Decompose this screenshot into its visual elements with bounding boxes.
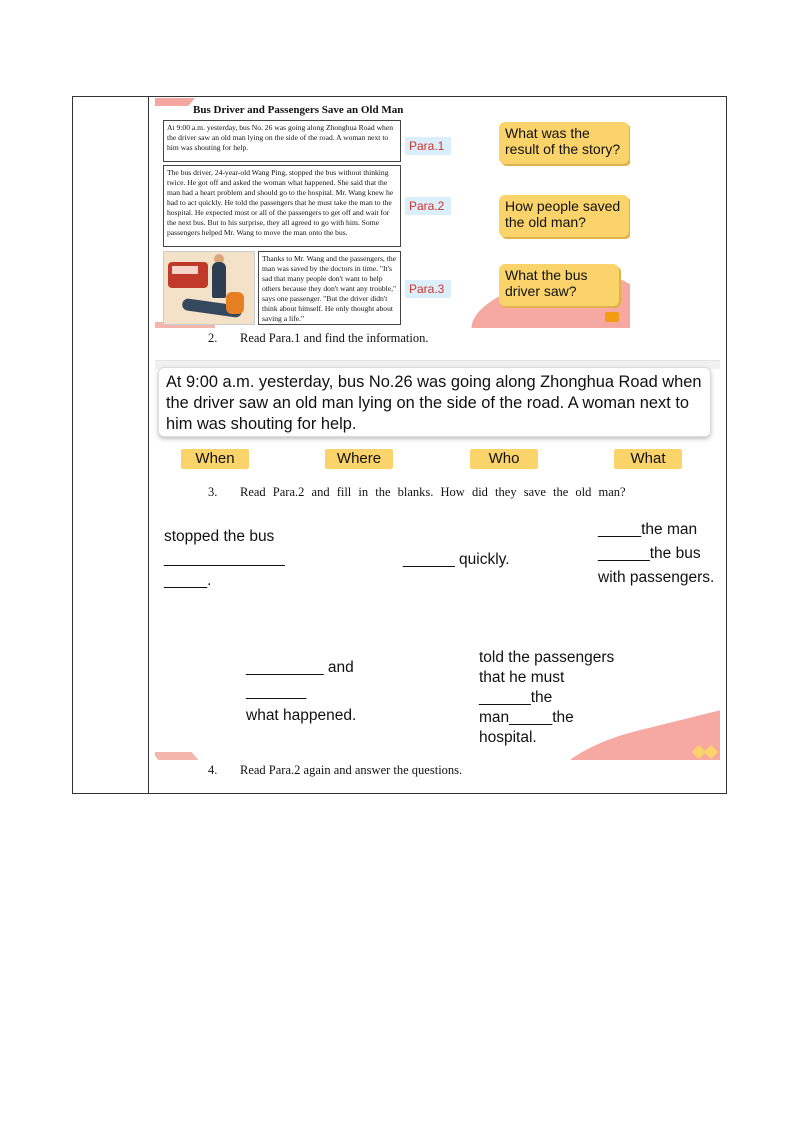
slide-decoration	[155, 752, 198, 760]
paragraph-1-box: At 9:00 a.m. yesterday, bus No. 26 was going along Zhonghua Road when the driver saw an old man lying on the side of the road. A woman next to him was shouting for help.	[163, 120, 401, 162]
blank-group-bus-passengers: _____the man ______the bus with passengers.	[598, 521, 715, 586]
slide-decoration	[155, 98, 195, 106]
blank-group-stopped-bus: stopped the bus ______________ _____.	[164, 528, 285, 589]
where-tag: Where	[325, 449, 393, 469]
para-1-tag: Para.1	[405, 137, 451, 155]
story-title: Bus Driver and Passengers Save an Old Man	[193, 104, 404, 116]
paragraph-3-box: Thanks to Mr. Wang and the passengers, the man was saved by the doctors in time. "It's sad that many people don't want to help others because they don't want any trouble," says one passenger. "But the driver didn't think about himself. He only thought about saving a life."	[258, 251, 401, 325]
slide-logo-mark	[605, 312, 619, 322]
para1-text-box: At 9:00 a.m. yesterday, bus No.26 was going along Zhonghua Road when the driver saw an old man lying on the side of the road. A woman next to him was shouting for help.	[158, 367, 711, 437]
question-bubble-saw: What the bus driver saw?	[499, 264, 619, 306]
step-3-instruction: 3. Read Para.2 and fill in the blanks. How did they save the old man?	[208, 485, 626, 499]
question-bubble-saved: How people saved the old man?	[499, 195, 629, 237]
table-column-divider	[148, 96, 149, 794]
when-tag: When	[181, 449, 249, 469]
bus-accident-illustration	[163, 251, 255, 325]
para-3-tag: Para.3	[405, 280, 451, 298]
paragraph-2-box: The bus driver, 24-year-old Wang Ping, stopped the bus without thinking twice. He got off and asked the woman what happened. She said that the man had a heart problem and should go to the hospital. Mr. Wang knew he had to act quickly. He told the passengers that he must take the man to the hospital. He expected most or all of the passengers to get off and wait for the next bus. But to his surprise, they all agreed to go with him. Some passengers helped Mr. Wang to move the man onto the bus.	[163, 165, 401, 247]
blank-group-hospital: told the passengers that he must ______the man_____the hospital.	[479, 649, 615, 746]
fill-blanks-slide	[155, 508, 720, 760]
para-2-tag: Para.2	[405, 197, 451, 215]
para1-info-slide	[155, 360, 720, 478]
story-slide	[155, 98, 630, 328]
who-tag: Who	[470, 449, 538, 469]
question-bubble-result: What was the result of the story?	[499, 122, 629, 164]
what-tag: What	[614, 449, 682, 469]
step-4-instruction: 4. Read Para.2 again and answer the questions.	[208, 763, 463, 777]
blank-group-quickly: ______ quickly.	[403, 551, 510, 568]
blank-group-what-happened: _________ and _______ what happened.	[246, 659, 357, 724]
step-2-instruction: 2. Read Para.1 and find the information.	[208, 331, 429, 345]
